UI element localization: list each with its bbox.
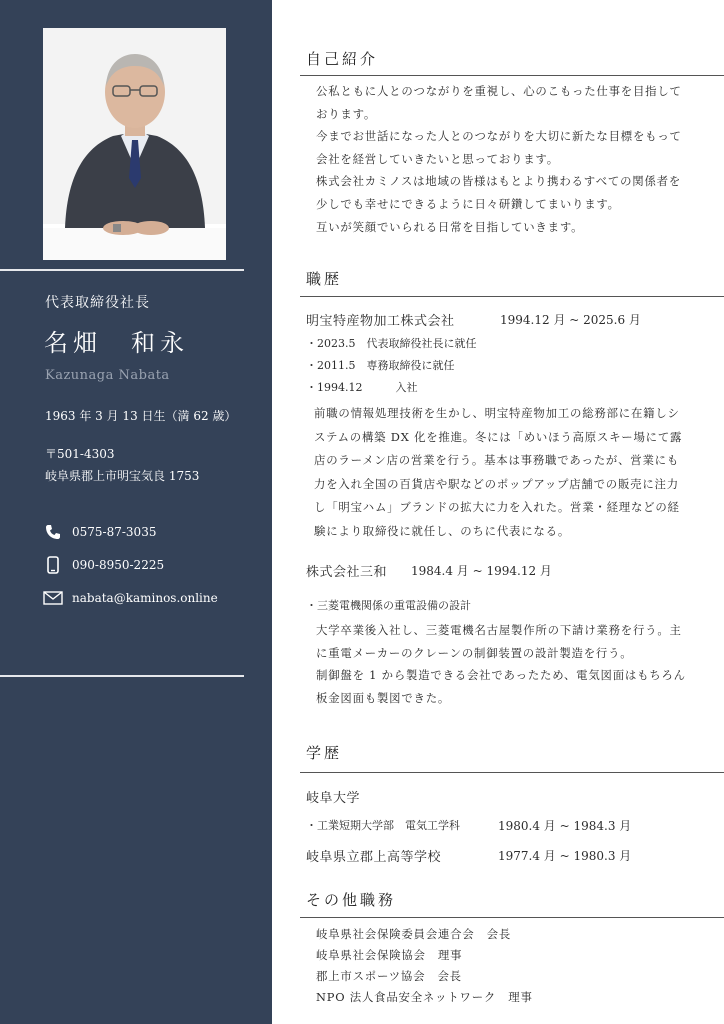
- other-duties-heading: その他職務: [306, 891, 397, 909]
- phone-row: [42, 523, 156, 541]
- sidebar-divider-bottom: [0, 675, 244, 677]
- company-name: 株式会社三和: [306, 565, 388, 580]
- school-period: 1977.4 月 ~ 1980.3 月: [498, 849, 632, 863]
- intro-line: 互いが笑顔でいられる日常を目指していきます。: [316, 219, 584, 234]
- career-item: ・2011.5 専務取締役に就任: [306, 359, 455, 372]
- department: ・工業短期大学部 電気工学科: [306, 819, 460, 832]
- birth-date: 1963 年 3 月 13 日生（満 62 歳）: [45, 409, 237, 423]
- school-name: 岐阜県立郡上高等学校: [306, 850, 442, 865]
- description-line: ステムの構築 DX 化を推進。冬には「めいほう高原スキー場にて露: [314, 429, 683, 444]
- sidebar-divider-top: [0, 269, 244, 271]
- intro-line: おります。: [316, 106, 377, 121]
- duty-item: NPO 法人食品安全ネットワーク 理事: [316, 990, 533, 1004]
- education-rule: [300, 772, 724, 773]
- other-duties-list: [316, 924, 718, 1008]
- department-period: 1980.4 月 ~ 1984.3 月: [498, 819, 632, 833]
- duty-item: 郡上市スポーツ協会 会長: [316, 969, 462, 983]
- intro-text: [316, 80, 716, 238]
- description-line: 大学卒業後入社し、三菱電機名古屋製作所の下請け業務を行う。主: [316, 623, 682, 637]
- company-name: 明宝特産物加工株式会社: [306, 314, 455, 329]
- description-line: 制御盤を 1 から製造できる会社であったため、電気図面はもちろん: [316, 668, 686, 683]
- intro-line: 公私ともに人とのつながりを重視し、心のこもった仕事を目指して: [316, 84, 682, 98]
- intro-heading: 自己紹介: [306, 50, 379, 68]
- other-duties-rule: [300, 917, 724, 918]
- email-address[interactable]: nabata@kaminos.online: [72, 591, 218, 605]
- description-line: 板金図面も製図できた。: [316, 690, 451, 705]
- mobile-number: 090-8950-2225: [72, 558, 165, 572]
- career-item: ・2023.5 代表取締役社長に就任: [306, 337, 477, 350]
- duty-item: 岐阜県社会保険協会 理事: [316, 948, 463, 962]
- company-description: [316, 619, 718, 709]
- description-line: 力を入れ全国の百貨店や駅などのポップアップ店舗での販売に注力: [314, 476, 679, 491]
- description-line: 験により取締役に就任し、のちに代表になる。: [314, 523, 571, 538]
- mobile-phone-icon: [42, 556, 64, 574]
- duty-item: 岐阜県社会保険委員会連合会 会長: [316, 927, 512, 941]
- intro-line: 会社を経営していきたいと思っております。: [316, 151, 559, 166]
- company-description: [314, 402, 718, 543]
- career-rule: [300, 296, 724, 297]
- career-heading: 職歴: [306, 270, 343, 288]
- career-item: ・1994.12 入社: [306, 381, 418, 394]
- phone-icon: [42, 523, 64, 541]
- address: 岐阜県郡上市明宝気良 1753: [45, 469, 200, 483]
- person-name: 名畑 和永: [44, 329, 189, 357]
- postal-code: 〒501-4303: [45, 447, 115, 461]
- description-line: し「明宝ハム」ブランドの拡大に力を入れた。営業・経理などの経: [314, 500, 680, 514]
- sidebar: [0, 0, 272, 1024]
- company-period: 1994.12 月 ~ 2025.6 月: [500, 313, 641, 327]
- description-line: に重電メーカーのクレーンの制御装置の設計製造を行う。: [316, 645, 633, 660]
- education-heading: 学歴: [306, 744, 343, 762]
- person-name-roman: Kazunaga Nabata: [45, 368, 170, 383]
- intro-line: 株式会社カミノスは地域の皆様はもとより携わるすべての関係者を: [316, 174, 682, 189]
- intro-line: 今までお世話になった人とのつながりを大切に新たな目標をもって: [316, 129, 682, 144]
- job-title: 代表取締役社長: [45, 295, 150, 311]
- company-period: 1984.4 月 ~ 1994.12 月: [411, 564, 552, 578]
- school-name: 岐阜大学: [306, 791, 361, 806]
- career-item: ・三菱電機関係の重電設備の設計: [306, 599, 471, 612]
- intro-rule: [300, 75, 724, 76]
- intro-line: 少しでも幸せにできるように日々研鑽してまいります。: [316, 196, 620, 211]
- phone-number: 0575-87-3035: [72, 525, 157, 539]
- mail-icon: [42, 589, 64, 607]
- email-row: [42, 589, 218, 607]
- description-line: 前職の情報処理技術を生かし、明宝特産物加工の総務部に在籍しシ: [314, 406, 680, 420]
- description-line: 店のラーメン店の営業を行う。基本は事務職であったが、営業にも: [314, 453, 680, 467]
- mobile-row: [42, 556, 164, 574]
- profile-photo: [43, 28, 226, 260]
